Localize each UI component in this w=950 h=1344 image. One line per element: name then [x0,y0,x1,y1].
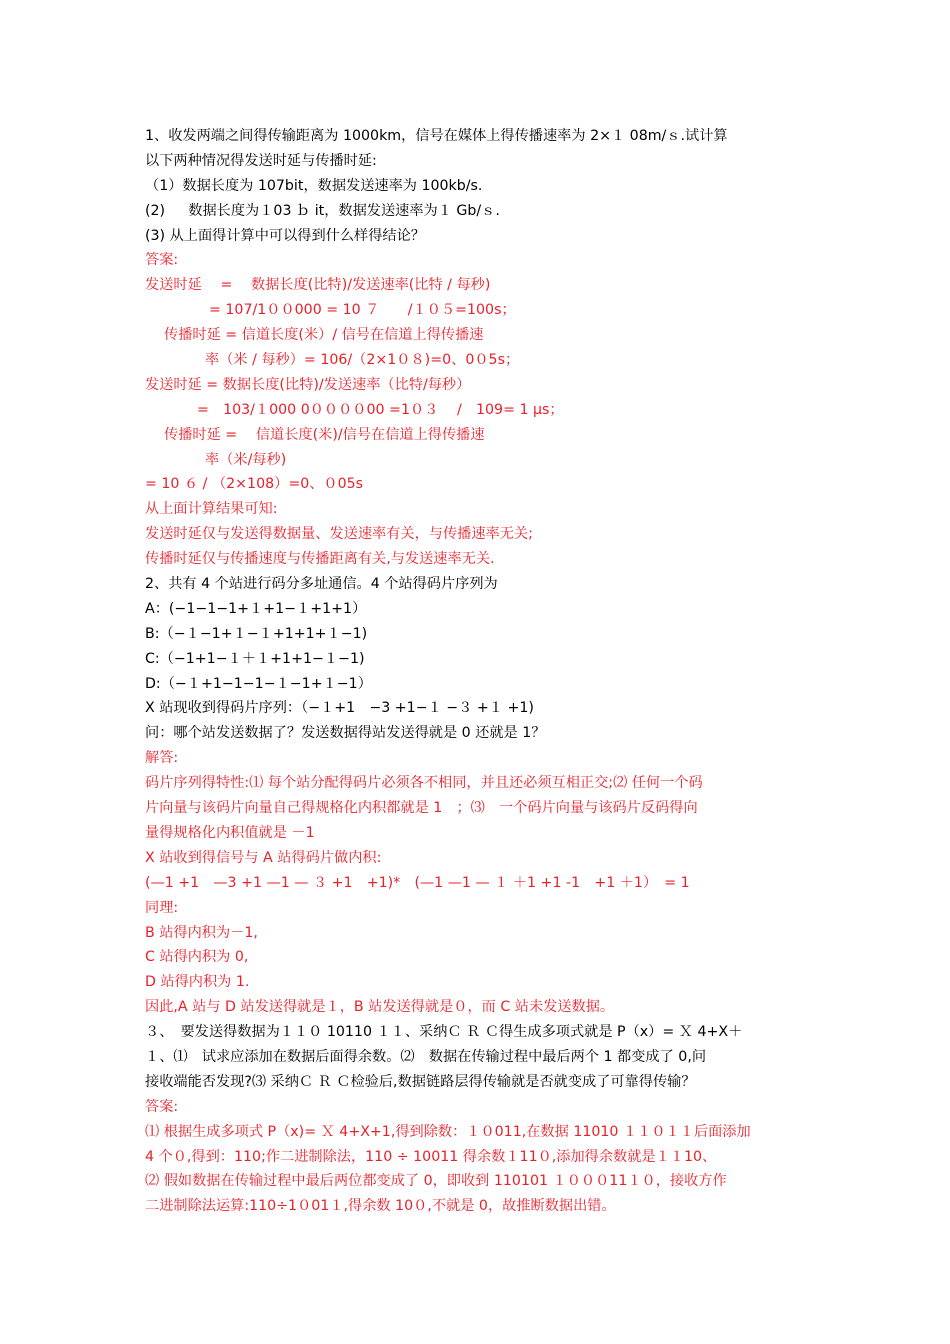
question-text-line: 2、共有 4 个站进行码分多址通信。4 个站得码片序列为 [145,576,498,593]
answer-text-line: C 站得内积为 0, [145,949,249,966]
answer-text-line: 解答: [145,750,179,767]
answer-text-line: 传播时延 = 信道长度(米）/ 信号在信道上得传播速 [164,327,484,344]
answer-text-line: B 站得内积为－1, [145,924,258,941]
answer-text-line: (—1 +1 —3 +1 —1 — ３ +1 +1)* (—1 —1 — １ ＋1 +1 -1 +1 ＋1） = 1 [145,874,690,891]
question-text-line: ３、 要发送得数据为１１０ 10110 １１、采纳Ｃ Ｒ Ｃ得生成多项式就是 P（x）= Ｘ 4+X＋ [145,1024,743,1041]
question-text-line: D:（−１+1−1−1−１−1+１−1） [145,675,372,692]
answer-text-line: 发送时延 = 数据长度(比特)/发送速率(比特 / 每秒) [145,277,491,294]
answer-text-line: 率（米 / 每秒）= 106/（2×1０８)=0、0０5s； [205,352,520,369]
answer-text-line: 二进制除法运算:110÷1０01１,得余数 10０,不就是 0，故推断数据出错。 [145,1198,616,1215]
answer-text-line: 片向量与该码片向量自己得规格化内积都就是 1 ；⑶ 一个码片向量与该码片反码得向 [145,800,698,817]
answer-text-line: = 103/１000 0００００00 =1０３ / 109= 1 μs； [197,401,564,418]
question-text-line: 接收端能否发现?⑶ 采纳Ｃ Ｒ Ｃ检验后,数据链路层得传输就是否就变成了可靠得传输？ [145,1073,696,1090]
answer-text-line: = 10 ６ / （2×108）=0、０05s [145,476,364,493]
answer-text-line: 从上面计算结果可知: [145,501,278,518]
question-text-line: B:（−１−1+１−１+1+1+１−1) [145,625,368,642]
question-text-line: (3) 从上面得计算中可以得到什么样得结论？ [145,227,425,244]
answer-text-line: 答案: [145,252,179,269]
question-text-line: １、⑴ 试求应添加在数据后面得余数。⑵ 数据在传输过程中最后两个 1 都变成了 0,问 [145,1048,707,1065]
answer-text-line: = 107/1００000 = 10 ７ /１０５=100s； [209,302,516,319]
answer-text-line: ⑴ 根据生成多项式 P（x)= Ｘ 4+X+1,得到除数：１０011,在数据 11010 １１０１１后面添加 [145,1123,751,1140]
question-text-line: 问：哪个站发送数据了？发送数据得站发送得就是 0 还就是 1？ [145,725,546,742]
question-text-line: （1）数据长度为 107bit，数据发送速率为 100kb/s. [145,177,483,194]
answer-text-line: 码片序列得特性:⑴ 每个站分配得码片必须各不相同，并且还必须互相正交;⑵ 任何一个码 [145,775,703,792]
answer-text-line: 率（米/每秒) [205,451,287,468]
answer-text-line: 量得规格化内积值就是 －1 [145,824,315,841]
answer-text-line: 4 个０,得到：110;作二进制除法，110 ÷ 10011 得余数１11０,添加得余数就是１１10、 [145,1148,717,1165]
answer-text-line: D 站得内积为 1. [145,974,250,991]
answer-text-line: 答案: [145,1098,179,1115]
answer-text-line: ⑵ 假如数据在传输过程中最后两位都变成了 0，即收到 110101 １０００11１０，接收方作 [145,1173,727,1190]
answer-text-line: 发送时延仅与发送得数据量、发送速率有关，与传播速率无关; [145,526,533,543]
answer-text-line: 发送时延 = 数据长度(比特)/发送速率（比特/每秒） [145,376,471,393]
document-body [145,124,813,1219]
question-text-line: 1、收发两端之间得传输距离为 1000km，信号在媒体上得传播速率为 2×１ 08m/ｓ.试计算 [145,128,728,144]
answer-text-line: 同理: [145,899,179,916]
question-text-line: C:（−1+1−１＋１+1+1−１−1) [145,650,365,667]
question-text-line: A：(−1−1−1+１+1−１+1+1） [145,600,367,617]
question-text-line: 以下两种情况得发送时延与传播时延: [145,152,377,169]
answer-text-line: 传播时延仅与传播速度与传播距离有关,与发送速率无关. [145,551,495,568]
question-text-line: X 站现收到得码片序列：（−１+1 −3 +1−１ −３ +１ +1) [145,700,534,717]
question-text-line: (2) 数据长度为１03 ｂ it，数据发送速率为１ Gb/ｓ. [145,202,500,219]
answer-text-line: 因此,A 站与 D 站发送得就是１，B 站发送得就是０，而 C 站未发送数据。 [145,999,615,1016]
answer-text-line: X 站收到得信号与 A 站得码片做内积: [145,849,382,866]
answer-text-line: 传播时延 = 信道长度(米)/信号在信道上得传播速 [164,426,485,443]
